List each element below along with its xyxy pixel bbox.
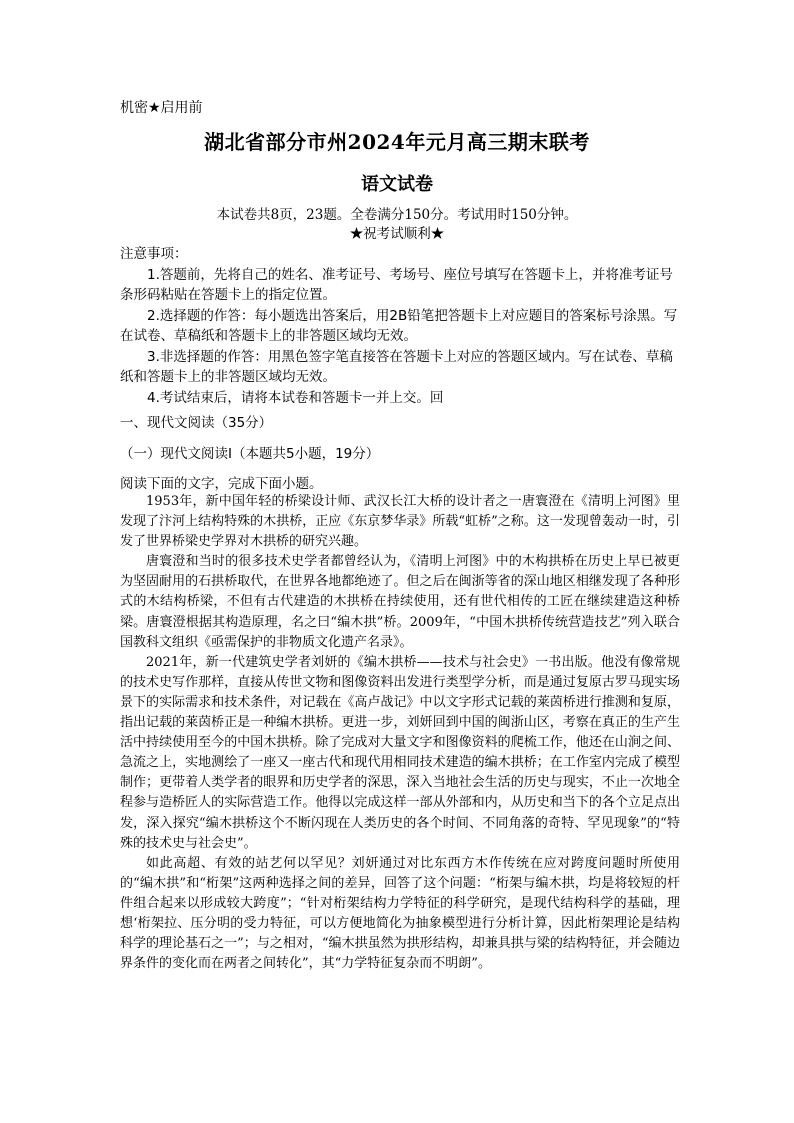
subsection-heading: （一）现代文阅读Ⅰ（本题共5小题，19分）: [120, 446, 380, 462]
instruction-item-4: 4.考试结束后，请将本试卷和答题卡一并上交。回: [147, 389, 444, 406]
good-luck-line: ★祝考试顺利★: [349, 226, 445, 242]
subject-title: 语文试卷: [361, 174, 433, 195]
instructions-heading: 注意事项：: [120, 246, 188, 262]
reading-passage: [120, 492, 680, 974]
instruction-item-2: 2.选择题的作答：每小题选出答案后，用2B铅笔把答题卡上对应题目的答案标号涂黑。写在试卷、草稿纸和答题卡上的非答题区域均无效。: [120, 307, 678, 344]
section-heading: 一、现代文阅读（35分）: [120, 415, 273, 431]
confidential-label: 机密★启用前: [120, 100, 203, 116]
instruction-item-1: 1.答题前，先将自己的姓名、准考证号、考场号、座位号填写在答题卡上，并将准考证号条形码粘贴在答题卡上的指定位置。: [120, 266, 673, 303]
passage-paragraph-2: 唐寰澄和当时的很多技术史学者都曾经认为，《清明上河图》中的木构拱桥在历史上早已被更为坚固耐用的石拱桥取代，在世界各地都绝迹了。但之后在闽浙等省的深山地区相继发现了各种形式的木结构桥梁，不但有古代建造的木拱桥在持续使用，还有世代相传的工匠在继续建造这种桥梁。唐寰澄根据其构造原理，名之曰“编木拱”桥。2009年，“中国木拱桥传统营造技艺”列入联合国教科文组织《亟需保护的非物质文化遗产名录》。: [120, 554, 680, 650]
passage-paragraph-1: 1953年，新中国年轻的桥梁设计师、武汉长江大桥的设计者之一唐寰澄在《清明上河图》里发现了汴河上结构特殊的木拱桥，正应《东京梦华录》所载“虹桥”之称。这一发现曾轰动一时，引发了世界桥梁史学界对木拱桥的研究兴趣。: [120, 494, 680, 550]
reading-instruction: 阅读下面的文字，完成下面小题。: [120, 476, 323, 492]
instruction-item-3: 3.非选择题的作答：用黑色签字笔直接答在答题卡上对应的答题区域内。写在试卷、草稿纸和答题卡上的非答题区域均无效。: [120, 348, 673, 385]
passage-paragraph-3: 2021年，新一代建筑史学者刘妍的《编木拱桥——技术与社会史》一书出版。他没有像常规的技术史写作那样，直接从传世文物和图像资料出发进行类型学分析，而是通过复原古罗马现实场景下的实际需求和技术条件，对记载在《高卢战记》中以文字形式记载的莱茵桥进行推测和复原，指出记载的莱茵桥正是一种编木拱桥。更进一步，刘妍回到中国的闽浙山区，考察在真正的生产生活中持续使用至今的中国木拱桥。除了完成对大量文字和图像资料的爬梳工作，他还在山涧之间、急流之上，实地测绘了一座又一座古代和现代用相同技术建造的编木拱桥；在工作室内完成了模型制作；更带着人类学者的眼界和历史学者的深思，深入当地社会生活的历史与现实，不止一次地全程参与造桥匠人的实际营造工作。他得以完成这样一部从外部和内，从历史和当下的各个立足点出发，深入探究“编木拱桥这个不断闪现在人类历史的各个时间、不同角落的奇特、罕见现象”的“特殊的技术史与社会史”。: [120, 654, 680, 851]
exam-info: 本试卷共8页，23题。全卷满分150分。考试用时150分钟。: [216, 207, 578, 223]
exam-title: 湖北省部分市州2024年元月高三期末联考: [204, 130, 590, 154]
passage-paragraph-4: 如此高超、有效的站艺何以罕见？刘妍通过对比东西方木作传统在应对跨度问题时所使用的“编木拱”和“桁架”这两种选择之间的差异，回答了这个问题：“桁架与编木拱，均是将较短的杆件组合起来以形成较大跨度”；“针对桁架结构力学特征的科学研究，是现代结构科学的基础，理想‘桁架拉、压分明的受力特征，可以方便地简化为抽象模型进行分析计算，因此桁架理论是结构科学的理论基石之一”；与之相对，“编木拱虽然为拱形结构，却兼具拱与梁的结构特征，并会随边界条件的变化而在两者之间转化”，其“力学特征复杂而不明朗”。: [120, 855, 680, 972]
instructions-block: [120, 244, 680, 408]
